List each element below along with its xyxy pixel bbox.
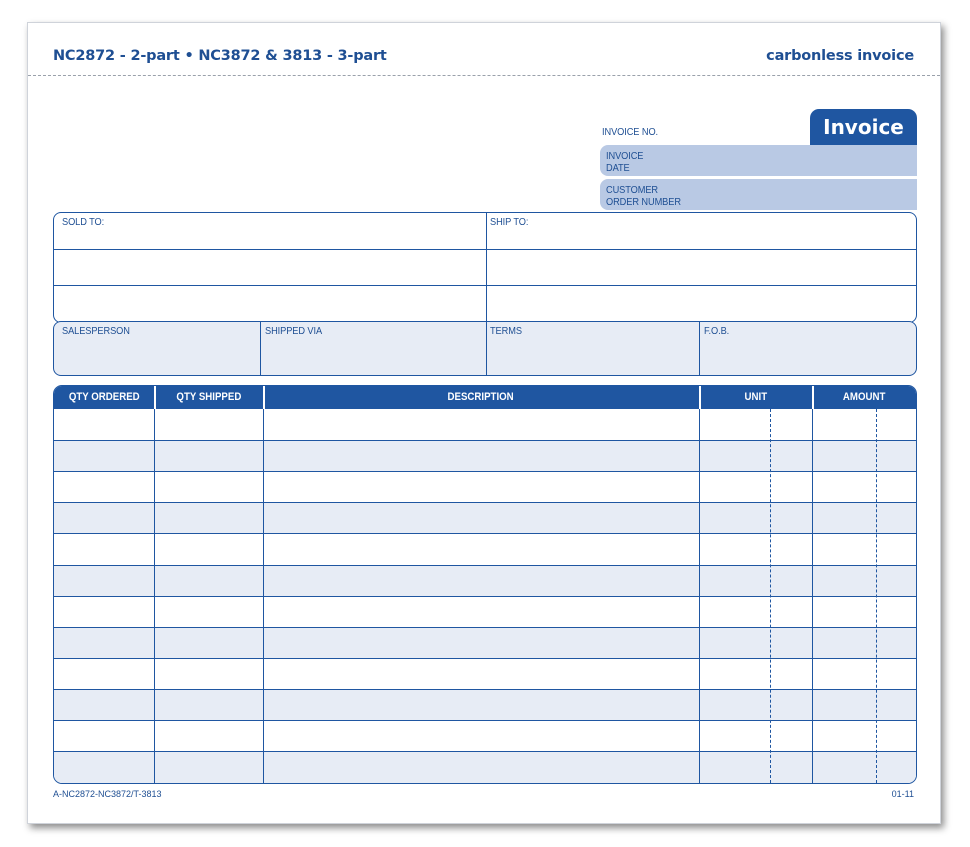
table-row[interactable]	[54, 658, 916, 690]
table-row[interactable]	[54, 533, 916, 565]
info-divider	[699, 322, 700, 375]
form-code: A-NC2872-NC3872/T-3813	[53, 789, 162, 799]
customer-order-number-field[interactable]	[600, 179, 917, 210]
table-row[interactable]	[54, 440, 916, 472]
fob-label: F.O.B.	[704, 325, 730, 337]
salesperson-label: SALESPERSON	[62, 325, 130, 337]
column-divider-qty	[154, 409, 155, 783]
address-column-divider	[486, 213, 487, 322]
table-row[interactable]	[54, 751, 916, 783]
address-line-divider	[54, 249, 916, 250]
column-header-amount: AMOUNT	[842, 391, 886, 403]
table-row[interactable]	[54, 720, 916, 752]
terms-label: TERMS	[490, 325, 522, 337]
invoice-date-label-line1: INVOICE	[606, 150, 644, 162]
table-header	[54, 386, 916, 409]
column-divider-shipped	[263, 409, 264, 783]
column-header-unit: UNIT	[744, 391, 767, 403]
sold-to-label: SOLD TO:	[62, 216, 105, 228]
form-numbers-heading: NC2872 - 2-part • NC3872 & 3813 - 3-part	[53, 48, 387, 64]
invoice-title-tab: Invoice	[810, 109, 917, 145]
header-divider	[263, 386, 265, 409]
header-divider	[699, 386, 701, 409]
unit-cents-divider	[770, 409, 771, 783]
product-type-heading: carbonless invoice	[766, 48, 914, 64]
table-row[interactable]	[54, 502, 916, 534]
info-divider	[486, 322, 487, 375]
header-divider	[154, 386, 156, 409]
invoice-date-label	[606, 150, 643, 174]
customer-order-label-line2: ORDER NUMBER	[606, 196, 681, 208]
table-row[interactable]	[54, 596, 916, 628]
address-section	[53, 212, 917, 323]
invoice-number-label: INVOICE NO.	[602, 126, 659, 138]
table-row[interactable]	[54, 627, 916, 659]
ship-to-label: SHIP TO:	[490, 216, 529, 228]
amount-cents-divider	[876, 409, 877, 783]
column-header-qty-ordered: QTY ORDERED	[68, 391, 140, 403]
column-header-qty-shipped: QTY SHIPPED	[176, 391, 241, 403]
address-line-divider	[54, 285, 916, 286]
invoice-date-field[interactable]	[600, 145, 917, 176]
order-info-row	[53, 321, 917, 376]
table-row[interactable]	[54, 409, 916, 440]
invoice-date-label-line2: DATE	[606, 162, 630, 174]
info-divider	[260, 322, 261, 375]
invoice-form-sheet	[27, 22, 941, 824]
header-divider	[812, 386, 814, 409]
shipped-via-label: SHIPPED VIA	[265, 325, 323, 337]
perforation-line	[28, 75, 940, 76]
table-row[interactable]	[54, 471, 916, 503]
column-divider-unit	[812, 409, 813, 783]
table-row[interactable]	[54, 689, 916, 721]
table-row[interactable]	[54, 565, 916, 597]
column-divider-description	[699, 409, 700, 783]
customer-order-label	[606, 184, 681, 208]
customer-order-label-line1: CUSTOMER	[606, 184, 659, 196]
revision-code: 01-11	[891, 789, 914, 799]
line-items-table	[53, 385, 917, 784]
column-header-description: DESCRIPTION	[447, 391, 515, 403]
